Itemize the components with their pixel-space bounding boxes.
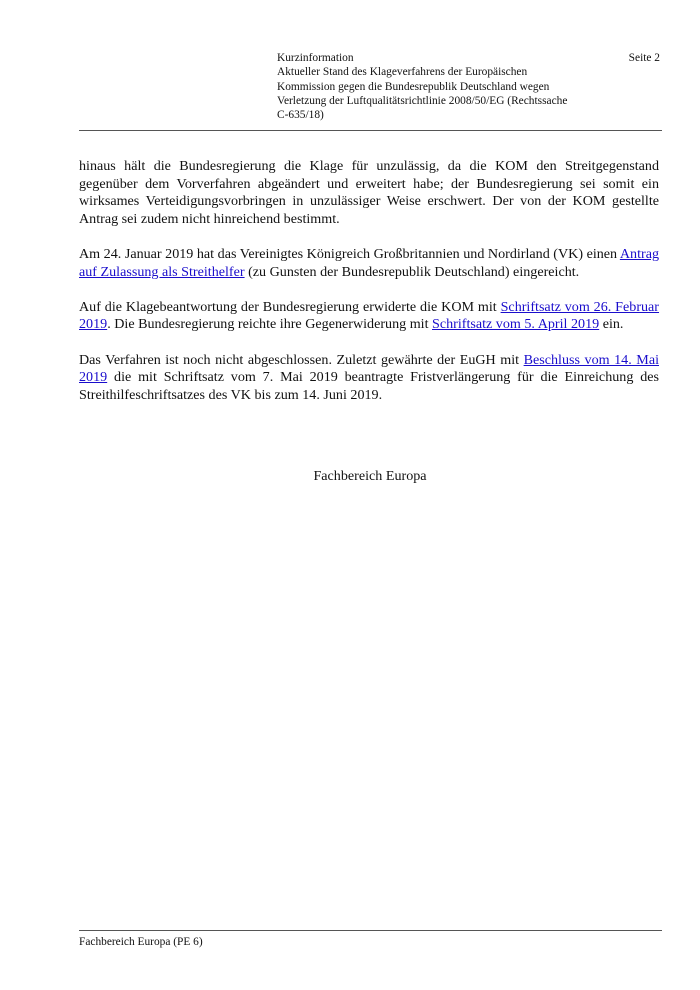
paragraph-2 xyxy=(79,246,659,281)
footer-divider xyxy=(79,930,662,931)
paragraph-4-text-b: die mit Schriftsatz vom 7. Mai 2019 beantragte Fristverlängerung für die Einreichung des Streithilfeschriftsatzes des VK bis zum 14. Juni 2019. xyxy=(79,369,659,403)
header-line-1: Kurzinformation xyxy=(277,52,354,64)
paragraph-1: hinaus hält die Bundesregierung die Klage für unzulässig, da die KOM den Streitgegenstand gegenüber dem Vorverfahren abgeändert und erweitert habe; der Bundesregierung sei somit ein wirksames Verteidigungsvorbringen in unzulässiger Weise erschwert. Der von der KOM gestellte Antrag sei zudem nicht hinreichend bestimmt. xyxy=(79,158,659,227)
header-line-5: C-635/18) xyxy=(277,109,324,122)
paragraph-2-text-b: (zu Gunsten der Bundesrepublik Deutschland) eingereicht. xyxy=(244,263,580,280)
header-line-4: Verletzung der Luftqualitätsrichtlinie 2008/50/EG (Rechtssache xyxy=(277,94,568,107)
paragraph-3-text-a: Auf die Klagebeantwortung der Bundesregierung erwiderte die KOM mit xyxy=(79,298,501,315)
paragraph-3 xyxy=(79,299,659,334)
link-schriftsatz-5-april[interactable]: Schriftsatz vom 5. April 2019 xyxy=(432,316,600,333)
paragraph-3-text-c: ein. xyxy=(599,316,624,333)
page-number: Seite 2 xyxy=(628,52,660,64)
paragraph-3-text-b: . Die Bundesregierung reichte ihre Gegenerwiderung mit xyxy=(107,316,433,333)
link-schriftsatz-26-februar[interactable]: Schriftsatz vom 26. Februar 2019 xyxy=(79,298,660,333)
paragraph-4 xyxy=(79,352,659,405)
paragraph-4-text-a: Das Verfahren ist noch nicht abgeschlossen. Zuletzt gewährte der EuGH mit xyxy=(79,351,524,368)
signature: Fachbereich Europa xyxy=(313,468,427,484)
paragraph-2-text-a: Am 24. Januar 2019 hat das Vereinigtes Königreich Großbritannien und Nordirland (VK) einen xyxy=(79,245,620,262)
footer-text: Fachbereich Europa (PE 6) xyxy=(79,936,203,948)
header-line-2: Aktueller Stand des Klageverfahrens der Europäischen xyxy=(277,66,528,79)
header-divider xyxy=(79,130,662,131)
link-beschluss-14-mai[interactable]: Beschluss vom 14. Mai 2019 xyxy=(79,351,659,386)
header-line-3: Kommission gegen die Bundesrepublik Deutschland wegen xyxy=(277,80,550,93)
document-body xyxy=(79,158,659,422)
link-antrag-streithelfer[interactable]: Antrag auf Zulassung als Streithelfer xyxy=(79,245,659,280)
document-header xyxy=(277,51,607,122)
